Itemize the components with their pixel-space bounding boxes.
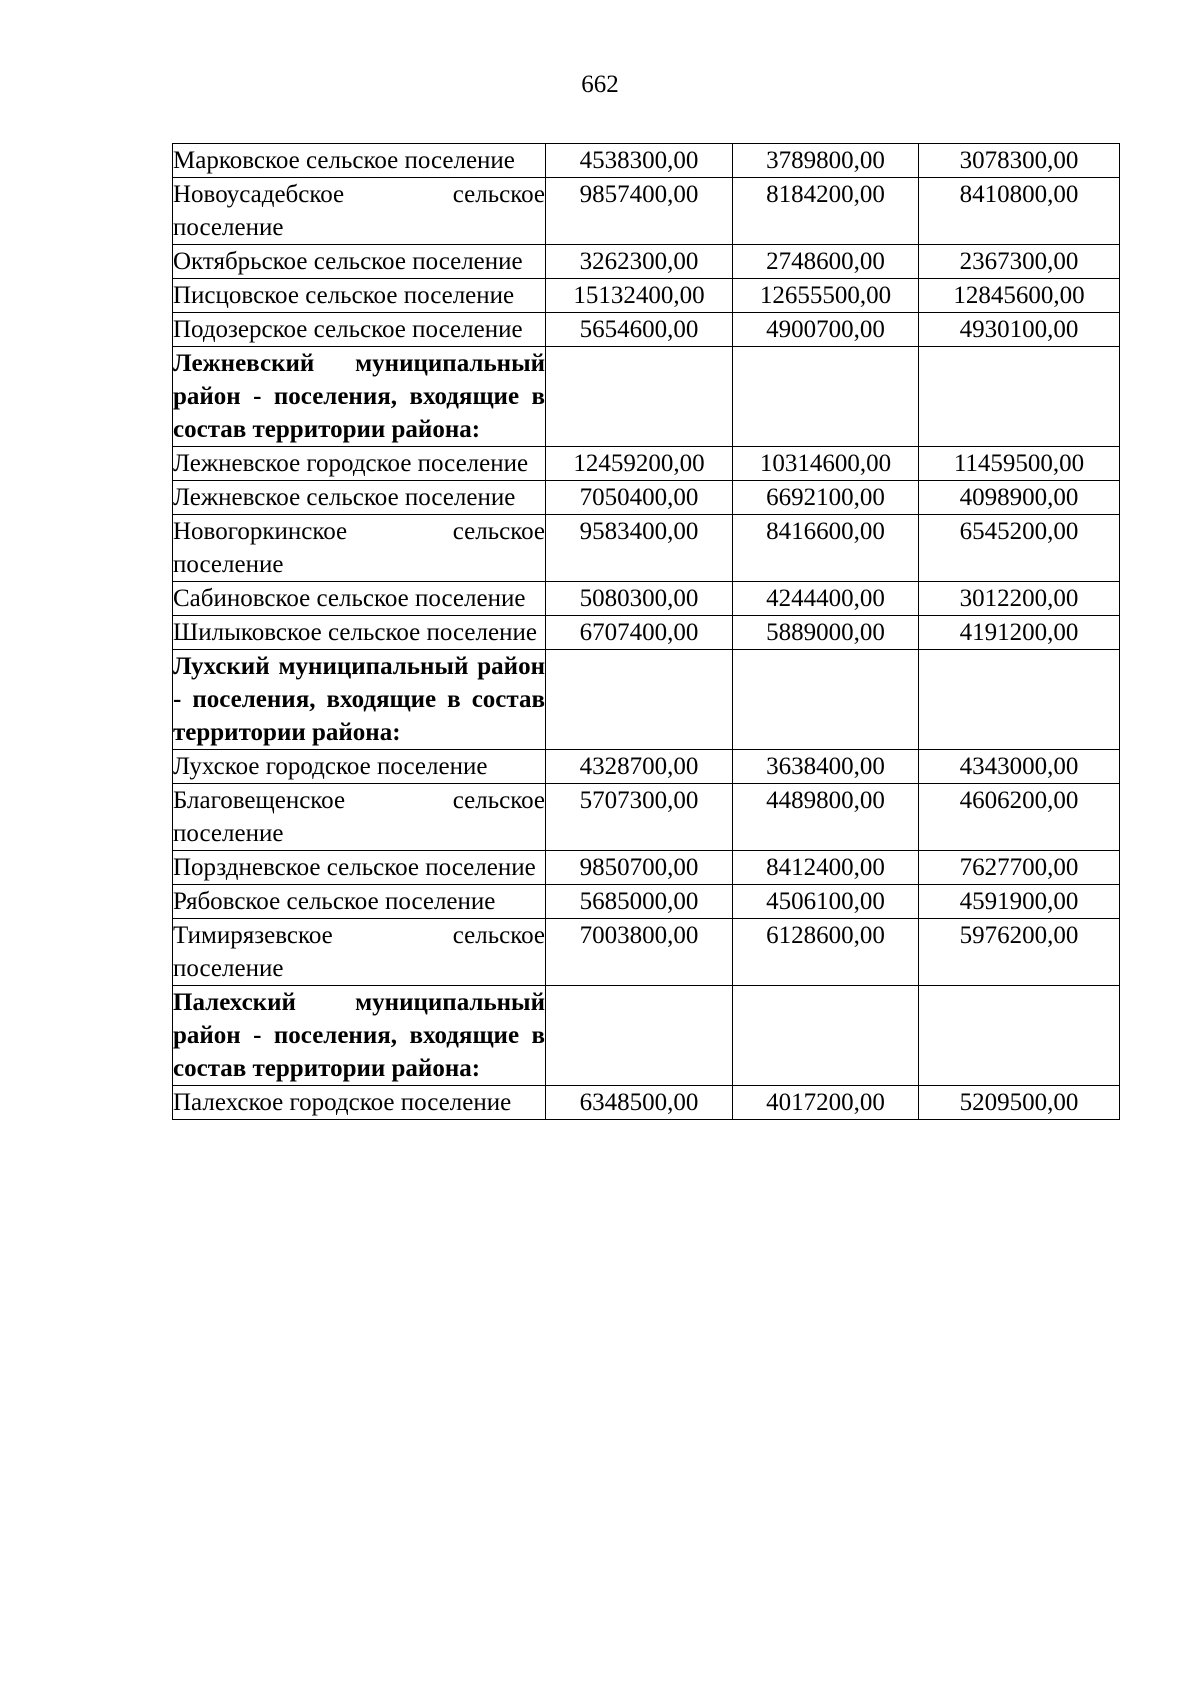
amount-cell-2: 2748600,00 xyxy=(733,245,919,279)
settlement-name-cell: Благовещенское сельское поселение xyxy=(173,784,546,851)
settlement-name-cell: Порздневское сельское поселение xyxy=(173,851,546,885)
amount-cell-3: 11459500,00 xyxy=(919,447,1120,481)
amount-cell-3 xyxy=(919,347,1120,447)
amount-cell-3: 7627700,00 xyxy=(919,851,1120,885)
table-row xyxy=(173,582,1120,616)
settlement-name-cell: Лухское городское поселение xyxy=(173,750,546,784)
table-row xyxy=(173,245,1120,279)
district-header-row xyxy=(173,986,1120,1086)
table-row xyxy=(173,447,1120,481)
amount-cell-2: 10314600,00 xyxy=(733,447,919,481)
district-title-cell: Лежневский муниципальный район - поселения, входящие в состав территории района: xyxy=(173,347,546,447)
amount-cell-3 xyxy=(919,986,1120,1086)
amount-cell-1: 5080300,00 xyxy=(546,582,733,616)
amount-cell-2 xyxy=(733,650,919,750)
amount-cell-3: 6545200,00 xyxy=(919,515,1120,582)
amount-cell-1: 15132400,00 xyxy=(546,279,733,313)
table-row xyxy=(173,784,1120,851)
amount-cell-3: 3078300,00 xyxy=(919,144,1120,178)
amount-cell-3: 12845600,00 xyxy=(919,279,1120,313)
amount-cell-1: 9850700,00 xyxy=(546,851,733,885)
district-header-row xyxy=(173,650,1120,750)
amount-cell-2: 12655500,00 xyxy=(733,279,919,313)
amount-cell-2: 8416600,00 xyxy=(733,515,919,582)
amount-cell-2: 6692100,00 xyxy=(733,481,919,515)
settlement-name-cell: Новогоркинское сельское поселение xyxy=(173,515,546,582)
amount-cell-2: 3638400,00 xyxy=(733,750,919,784)
amount-cell-1: 7050400,00 xyxy=(546,481,733,515)
table-row xyxy=(173,851,1120,885)
amount-cell-2 xyxy=(733,347,919,447)
amount-cell-1: 3262300,00 xyxy=(546,245,733,279)
amount-cell-2: 4506100,00 xyxy=(733,885,919,919)
settlement-name-cell: Лежневское сельское поселение xyxy=(173,481,546,515)
amount-cell-3: 4606200,00 xyxy=(919,784,1120,851)
amount-cell-1: 5685000,00 xyxy=(546,885,733,919)
amount-cell-2: 4244400,00 xyxy=(733,582,919,616)
settlement-name-cell: Шилыковское сельское поселение xyxy=(173,616,546,650)
amount-cell-1: 4538300,00 xyxy=(546,144,733,178)
settlement-name-cell: Рябовское сельское поселение xyxy=(173,885,546,919)
amount-cell-2: 4900700,00 xyxy=(733,313,919,347)
amount-cell-1 xyxy=(546,347,733,447)
table-row xyxy=(173,885,1120,919)
settlement-name-cell: Подозерское сельское поселение xyxy=(173,313,546,347)
amount-cell-3: 4591900,00 xyxy=(919,885,1120,919)
amount-cell-3: 8410800,00 xyxy=(919,178,1120,245)
settlement-name-cell: Новоусадебское сельское поселение xyxy=(173,178,546,245)
amount-cell-2: 4489800,00 xyxy=(733,784,919,851)
amount-cell-1: 5707300,00 xyxy=(546,784,733,851)
amount-cell-3: 4343000,00 xyxy=(919,750,1120,784)
settlement-name-cell: Писцовское сельское поселение xyxy=(173,279,546,313)
amount-cell-3: 2367300,00 xyxy=(919,245,1120,279)
amount-cell-1: 9583400,00 xyxy=(546,515,733,582)
amount-cell-1: 12459200,00 xyxy=(546,447,733,481)
amount-cell-3: 5976200,00 xyxy=(919,919,1120,986)
page-number: 662 xyxy=(581,71,619,98)
settlement-name-cell: Тимирязевское сельское поселение xyxy=(173,919,546,986)
amount-cell-1: 4328700,00 xyxy=(546,750,733,784)
settlement-name-cell: Палехское городское поселение xyxy=(173,1086,546,1120)
district-title-cell: Палехский муниципальный район - поселения, входящие в состав территории района: xyxy=(173,986,546,1086)
amount-cell-2: 8184200,00 xyxy=(733,178,919,245)
table-row xyxy=(173,279,1120,313)
table-row xyxy=(173,515,1120,582)
amount-cell-3: 5209500,00 xyxy=(919,1086,1120,1120)
amount-cell-3: 4191200,00 xyxy=(919,616,1120,650)
table-row xyxy=(173,919,1120,986)
district-header-row xyxy=(173,347,1120,447)
table-row xyxy=(173,1086,1120,1120)
amount-cell-2 xyxy=(733,986,919,1086)
district-title-cell: Лухский муниципальный район - поселения, входящие в состав территории района: xyxy=(173,650,546,750)
amount-cell-1: 9857400,00 xyxy=(546,178,733,245)
table-row xyxy=(173,481,1120,515)
amount-cell-3: 4930100,00 xyxy=(919,313,1120,347)
budget-table xyxy=(172,143,1120,1120)
settlement-name-cell: Сабиновское сельское поселение xyxy=(173,582,546,616)
amount-cell-1 xyxy=(546,650,733,750)
amount-cell-1 xyxy=(546,986,733,1086)
amount-cell-2: 5889000,00 xyxy=(733,616,919,650)
amount-cell-2: 3789800,00 xyxy=(733,144,919,178)
table-row xyxy=(173,144,1120,178)
amount-cell-1: 7003800,00 xyxy=(546,919,733,986)
amount-cell-2: 4017200,00 xyxy=(733,1086,919,1120)
settlement-name-cell: Октябрьское сельское поселение xyxy=(173,245,546,279)
table-body xyxy=(173,144,1120,1120)
amount-cell-1: 5654600,00 xyxy=(546,313,733,347)
amount-cell-1: 6707400,00 xyxy=(546,616,733,650)
table-row xyxy=(173,313,1120,347)
settlement-name-cell: Марковское сельское поселение xyxy=(173,144,546,178)
table-row xyxy=(173,616,1120,650)
amount-cell-3 xyxy=(919,650,1120,750)
amount-cell-2: 8412400,00 xyxy=(733,851,919,885)
settlement-name-cell: Лежневское городское поселение xyxy=(173,447,546,481)
amount-cell-3: 4098900,00 xyxy=(919,481,1120,515)
amount-cell-2: 6128600,00 xyxy=(733,919,919,986)
table-row xyxy=(173,178,1120,245)
table-row xyxy=(173,750,1120,784)
amount-cell-1: 6348500,00 xyxy=(546,1086,733,1120)
amount-cell-3: 3012200,00 xyxy=(919,582,1120,616)
